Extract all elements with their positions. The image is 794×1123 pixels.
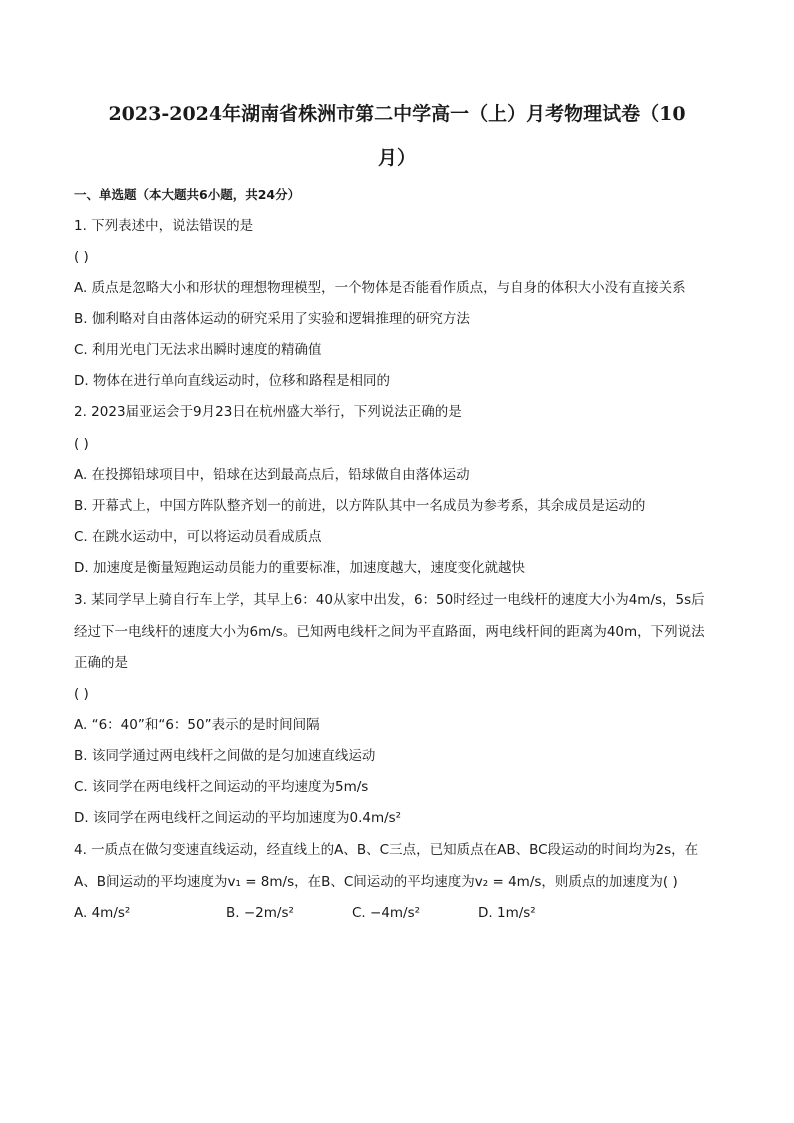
q3-answer-paren: ( ) <box>74 686 89 702</box>
q3-option-a: A. “6：40”和“6：50”表示的是时间间隔 <box>74 717 320 733</box>
q4-option-b: B. −2m/s² <box>226 905 294 921</box>
q3-stem-line-1: 3. 某同学早上骑自行车上学，其早上6：40从家中出发，6：50时经过一电线杆的速度大小为4m/s，5s后 <box>74 592 705 608</box>
exam-title-line-2: 月） <box>377 147 416 169</box>
q4-option-c: C. −4m/s² <box>352 905 421 921</box>
q3-stem-line-3: 正确的是 <box>74 655 128 671</box>
q3-stem-line-2: 经过下一电线杆的速度大小为6m/s。已知两电线杆之间为平直路面，两电线杆间的距离为40m，下列说法 <box>74 624 705 640</box>
q4-option-d: D. 1m/s² <box>478 905 536 921</box>
q4-stem-line-1: 4. 一质点在做匀变速直线运动，经直线上的A、B、C三点，已知质点在AB、BC段运动的时间均为2s，在 <box>74 842 699 858</box>
section-header: 一、单选题（本大题共6小题，共24分） <box>74 187 301 202</box>
q4-stem-line-2: A、B间运动的平均速度为v₁ = 8m/s，在B、C间运动的平均速度为v₂ = 4m/s，则质点的加速度为( ) <box>74 874 678 890</box>
q1-option-c: C. 利用光电门无法求出瞬时速度的精确值 <box>74 342 322 358</box>
q2-option-a: A. 在投掷铅球项目中，铅球在达到最高点后，铅球做自由落体运动 <box>74 467 470 483</box>
q2-answer-paren: ( ) <box>74 436 89 452</box>
q4-option-a: A. 4m/s² <box>74 905 131 921</box>
q3-option-b: B. 该同学通过两电线杆之间做的是匀加速直线运动 <box>74 748 376 764</box>
q2-option-c: C. 在跳水运动中，可以将运动员看成质点 <box>74 529 322 545</box>
exam-title-line-1: 2023-2024年湖南省株洲市第二中学高一（上）月考物理试卷（10 <box>108 103 686 125</box>
q2-option-b: B. 开幕式上，中国方阵队整齐划一的前进，以方阵队其中一名成员为参考系，其余成员是运动的 <box>74 498 646 514</box>
q1-answer-paren: ( ) <box>74 249 89 265</box>
q1-option-b: B. 伽利略对自由落体运动的研究采用了实验和逻辑推理的研究方法 <box>74 311 470 327</box>
q2-stem: 2. 2023届亚运会于9月23日在杭州盛大举行，下列说法正确的是 <box>74 404 462 420</box>
q2-option-d: D. 加速度是衡量短跑运动员能力的重要标准，加速度越大，速度变化就越快 <box>74 560 525 576</box>
q3-option-d: D. 该同学在两电线杆之间运动的平均加速度为0.4m/s² <box>74 810 402 826</box>
q3-option-c: C. 该同学在两电线杆之间运动的平均速度为5m/s <box>74 779 369 795</box>
q1-option-a: A. 质点是忽略大小和形状的理想物理模型，一个物体是否能看作质点，与自身的体积大小没有直接关系 <box>74 280 686 296</box>
q1-stem: 1. 下列表述中，说法错误的是 <box>74 218 254 234</box>
q1-option-d: D. 物体在进行单向直线运动时，位移和路程是相同的 <box>74 373 390 389</box>
